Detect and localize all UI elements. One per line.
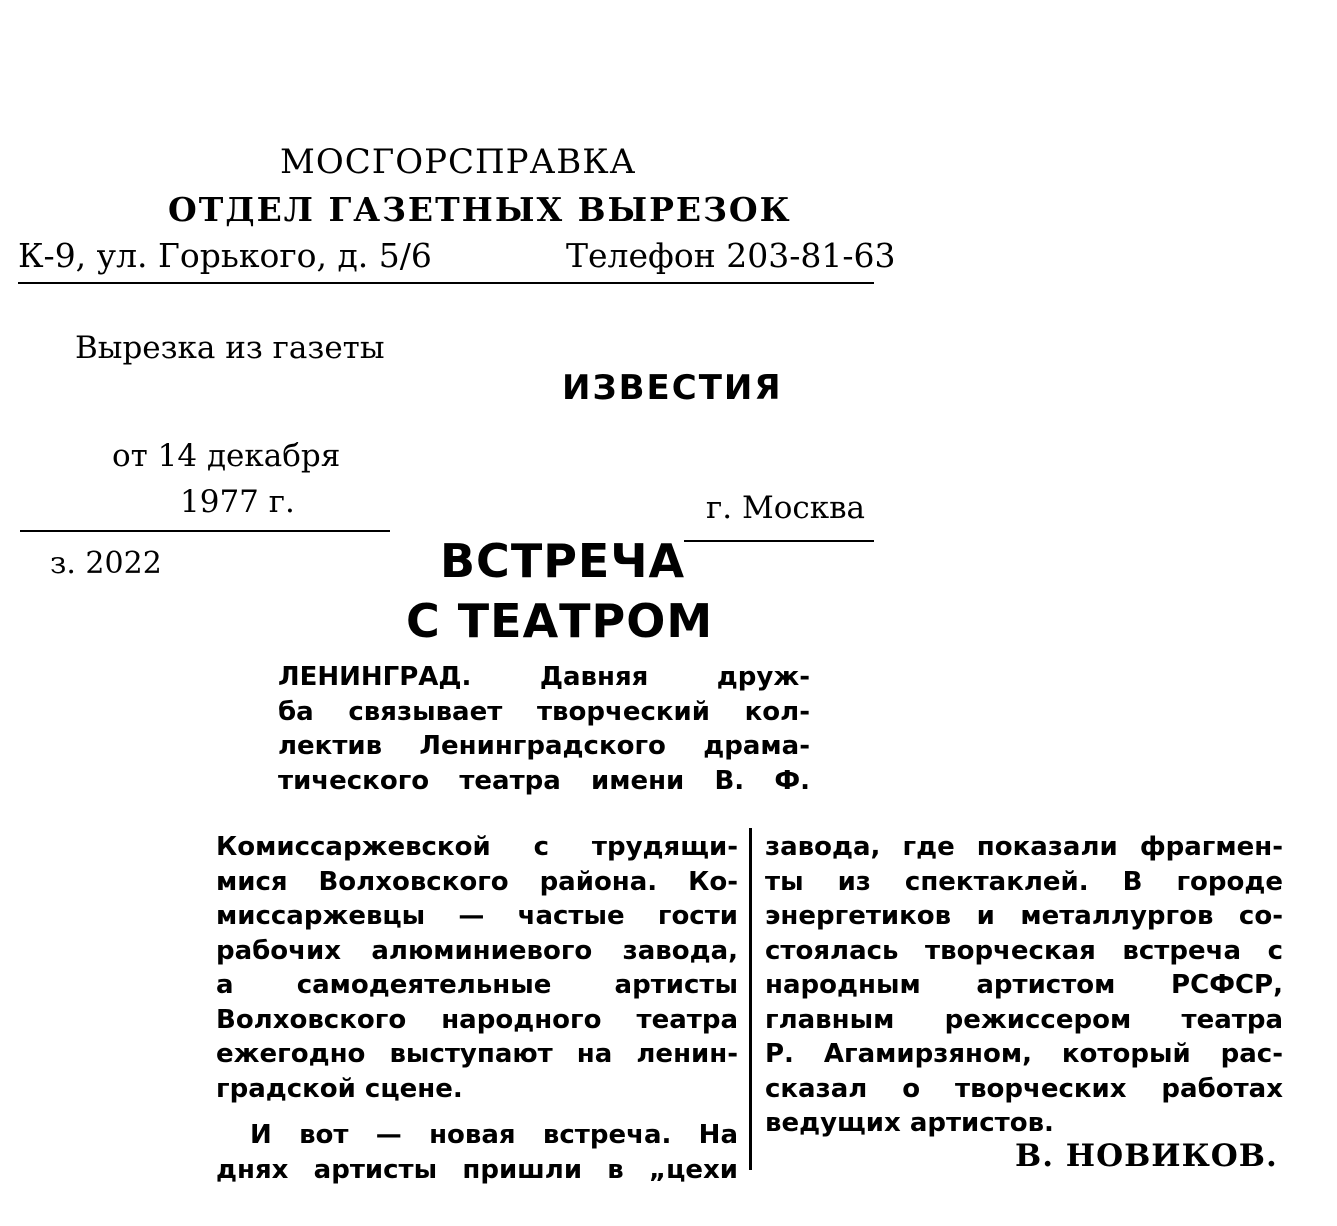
- column-line: Комиссаржевской с трудящи-: [216, 832, 738, 862]
- column-line: днях артисты пришли в „цехи: [216, 1154, 738, 1185]
- header-rule: [18, 282, 874, 284]
- headline-line-1: ВСТРЕЧА: [440, 534, 686, 588]
- column-line: мися Волховского района. Ко-: [216, 866, 738, 897]
- lead-line: лектив Ленинградского драма-: [278, 731, 810, 761]
- column-line: Волховского народного театра: [216, 1004, 738, 1035]
- headline-line-2: С ТЕАТРОМ: [406, 594, 714, 648]
- column-line: ведущих артистов.: [765, 1108, 1054, 1138]
- column-line: миссаржевцы — частые гости: [216, 901, 738, 931]
- column-line: энергетиков и металлургов со-: [765, 901, 1283, 931]
- clipping-date: от 14 декабря: [112, 438, 341, 474]
- column-line: ты из спектаклей. В городе: [765, 866, 1283, 897]
- column-line: главным режиссером театра: [765, 1004, 1283, 1035]
- newspaper-name: ИЗВЕСТИЯ: [562, 368, 783, 408]
- agency-name: МОСГОРСПРАВКА: [280, 142, 637, 182]
- clipping-year: 1977 г.: [180, 484, 295, 520]
- order-number: з. 2022: [50, 546, 162, 581]
- article-column-1: [216, 830, 738, 1187]
- lead-line: ЛЕНИНГРАД. Давняя друж-: [278, 662, 810, 692]
- lead-line: тического театра имени В. Ф.: [278, 765, 810, 796]
- clipping-label: Вырезка из газеты: [75, 330, 385, 366]
- column-line: народным артистом РСФСР,: [765, 970, 1283, 1000]
- column-line: стоялась творческая встреча с: [765, 935, 1283, 966]
- column-line: ежегодно выступают на ленин-: [216, 1039, 738, 1069]
- column-line: сказал о творческих работах: [765, 1073, 1283, 1104]
- lead-line: ба связывает творческий кол-: [278, 696, 810, 727]
- clipping-city: г. Москва: [706, 490, 866, 526]
- department-name: ОТДЕЛ ГАЗЕТНЫХ ВЫРЕЗОК: [168, 190, 792, 229]
- column-line: градской сцене.: [216, 1073, 463, 1104]
- author-signature: В. НОВИКОВ.: [1015, 1138, 1278, 1174]
- column-divider: [749, 828, 752, 1170]
- article-lead: [278, 660, 810, 798]
- agency-phone: Телефон 203-81-63: [566, 236, 896, 275]
- article-column-2: [765, 830, 1283, 1141]
- column-line: Р. Агамирзяном, который рас-: [765, 1039, 1283, 1069]
- date-rule: [20, 530, 390, 532]
- column-line: а самодеятельные артисты: [216, 970, 738, 1000]
- agency-address: К-9, ул. Горького, д. 5/6: [18, 236, 432, 275]
- city-rule: [684, 540, 874, 542]
- column-line: И вот — новая встреча. На: [250, 1120, 738, 1150]
- column-line: рабочих алюминиевого завода,: [216, 935, 738, 966]
- column-line: завода, где показали фрагмен-: [765, 832, 1283, 862]
